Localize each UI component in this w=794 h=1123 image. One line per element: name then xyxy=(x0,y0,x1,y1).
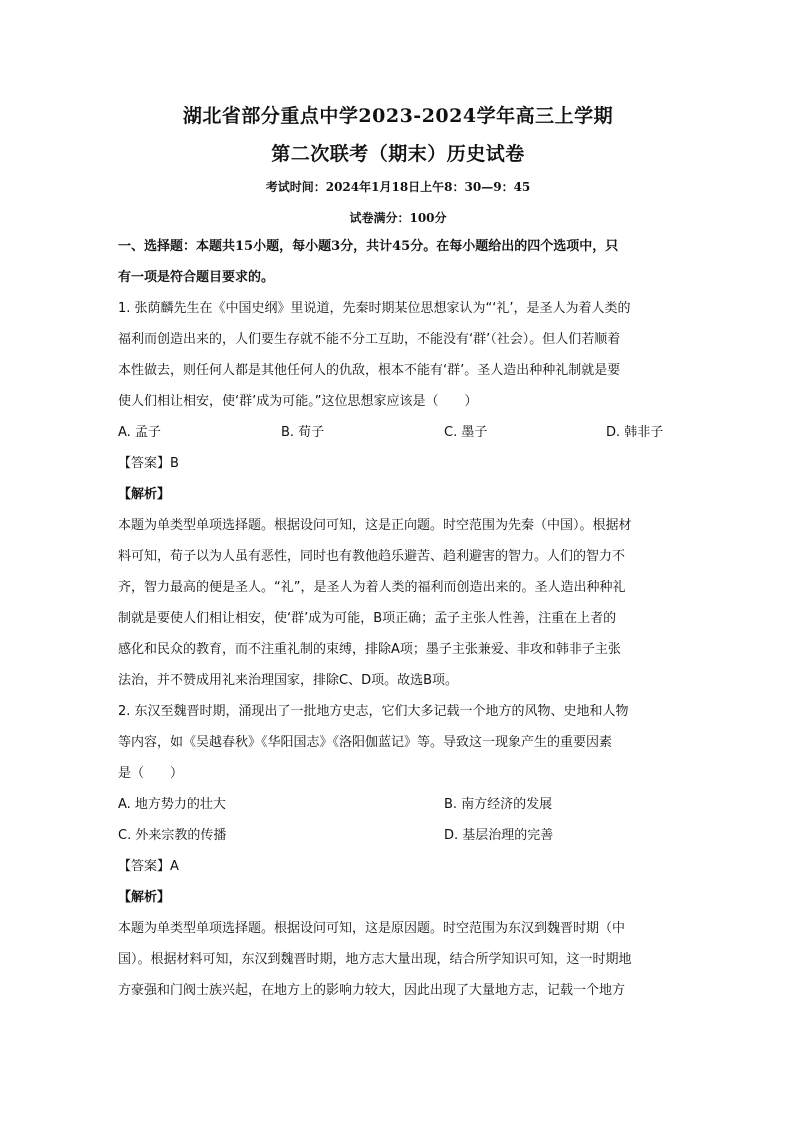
question-1-option-a: A. 孟子 xyxy=(118,425,161,440)
question-1-stem-line: 本性做去，则任何人都是其他任何人的仇敌，根本不能有‘群’。圣人造出种种礼制就是要 xyxy=(118,363,621,378)
page-content xyxy=(118,104,678,1006)
question-1-analysis-line: 料可知，荀子以为人虽有恶性，同时也有教他趋乐避苦、趋利避害的智力。人们的智力不 xyxy=(118,549,626,564)
full-score: 试卷满分：100分 xyxy=(349,211,447,225)
question-2-stem-line: 是（ ） xyxy=(118,766,184,781)
section-instruction-line1: 一、选择题：本题共15小题，每小题3分，共计45分。在每小题给出的四个选项中，只 xyxy=(118,239,619,254)
question-2 xyxy=(118,696,678,1006)
question-1-option-b: B. 荀子 xyxy=(281,425,325,440)
question-2-options-row2 xyxy=(118,820,678,851)
question-1 xyxy=(118,293,678,696)
question-2-answer: 【答案】A xyxy=(118,859,179,874)
question-1-option-d: D. 韩非子 xyxy=(606,425,664,440)
question-1-stem-line: 使人们相让相安，使‘群’成为可能。”这位思想家应该是（ ） xyxy=(118,394,478,409)
exam-title-line1: 湖北省部分重点中学2023-2024学年高三上学期 xyxy=(182,105,614,127)
question-1-analysis-line: 感化和民众的教育，而不注重礼制的束缚，排除A项；墨子主张兼爱、非攻和韩非子主张 xyxy=(118,642,621,657)
exam-time: 考试时间：2024年1月18日上午8：30—9：45 xyxy=(265,180,531,194)
question-2-options-row1 xyxy=(118,789,678,820)
question-1-analysis-label: 【解析】 xyxy=(118,487,171,502)
question-1-stem-line: 福利而创造出来的，人们要生存就不能不分工互助，不能没有‘群’（社会）。但人们若顺着 xyxy=(118,332,621,347)
question-1-answer: 【答案】B xyxy=(118,456,179,471)
section-instruction xyxy=(118,231,678,293)
question-2-analysis-line: 方豪强和门阀士族兴起，在地方上的影响力较大，因此出现了大量地方志，记载一个地方 xyxy=(118,983,626,998)
section-instruction-line2: 有一项是符合题目要求的。 xyxy=(118,270,275,285)
question-1-option-c: C. 墨子 xyxy=(444,425,488,440)
question-1-analysis-line: 法治，并不赞成用礼来治理国家，排除C、D项。故选B项。 xyxy=(118,673,459,688)
question-2-option-d: D. 基层治理的完善 xyxy=(444,828,554,843)
question-1-options xyxy=(118,417,678,448)
question-1-analysis-line: 齐，智力最高的便是圣人。“礼”，是圣人为着人类的福利而创造出来的。圣人造出种种礼 xyxy=(118,580,626,595)
question-2-option-b: B. 南方经济的发展 xyxy=(444,797,553,812)
question-1-analysis-line: 制就是要使人们相让相安，使‘群’成为可能，B项正确；孟子主张人性善，注重在上者的 xyxy=(118,611,617,626)
question-2-option-a: A. 地方势力的壮大 xyxy=(118,797,226,812)
question-2-stem-line: 2. 东汉至魏晋时期，涌现出了一批地方史志，它们大多记载一个地方的风物、史地和人物 xyxy=(118,704,629,719)
question-2-analysis-label: 【解析】 xyxy=(118,890,171,905)
exam-title-line2: 第二次联考（期末）历史试卷 xyxy=(271,143,525,165)
question-2-analysis-line: 本题为单类型单项选择题。根据设问可知，这是原因题。时空范围为东汉到魏晋时期（中 xyxy=(118,921,626,936)
question-1-stem-line: 1. 张荫麟先生在《中国史纲》里说道，先秦时期某位思想家认为“‘礼’，是圣人为着人类的 xyxy=(118,301,631,316)
question-2-analysis-line: 国）。根据材料可知，东汉到魏晋时期，地方志大量出现，结合所学知识可知，这一时期地 xyxy=(118,952,632,967)
question-2-option-c: C. 外来宗教的传播 xyxy=(118,828,227,843)
question-1-analysis-line: 本题为单类型单项选择题。根据设问可知，这是正向题。时空范围为先秦（中国）。根据材 xyxy=(118,518,632,533)
question-2-stem-line: 等内容，如《吴越春秋》《华阳国志》《洛阳伽蓝记》等。导致这一现象产生的重要因素 xyxy=(118,735,613,750)
